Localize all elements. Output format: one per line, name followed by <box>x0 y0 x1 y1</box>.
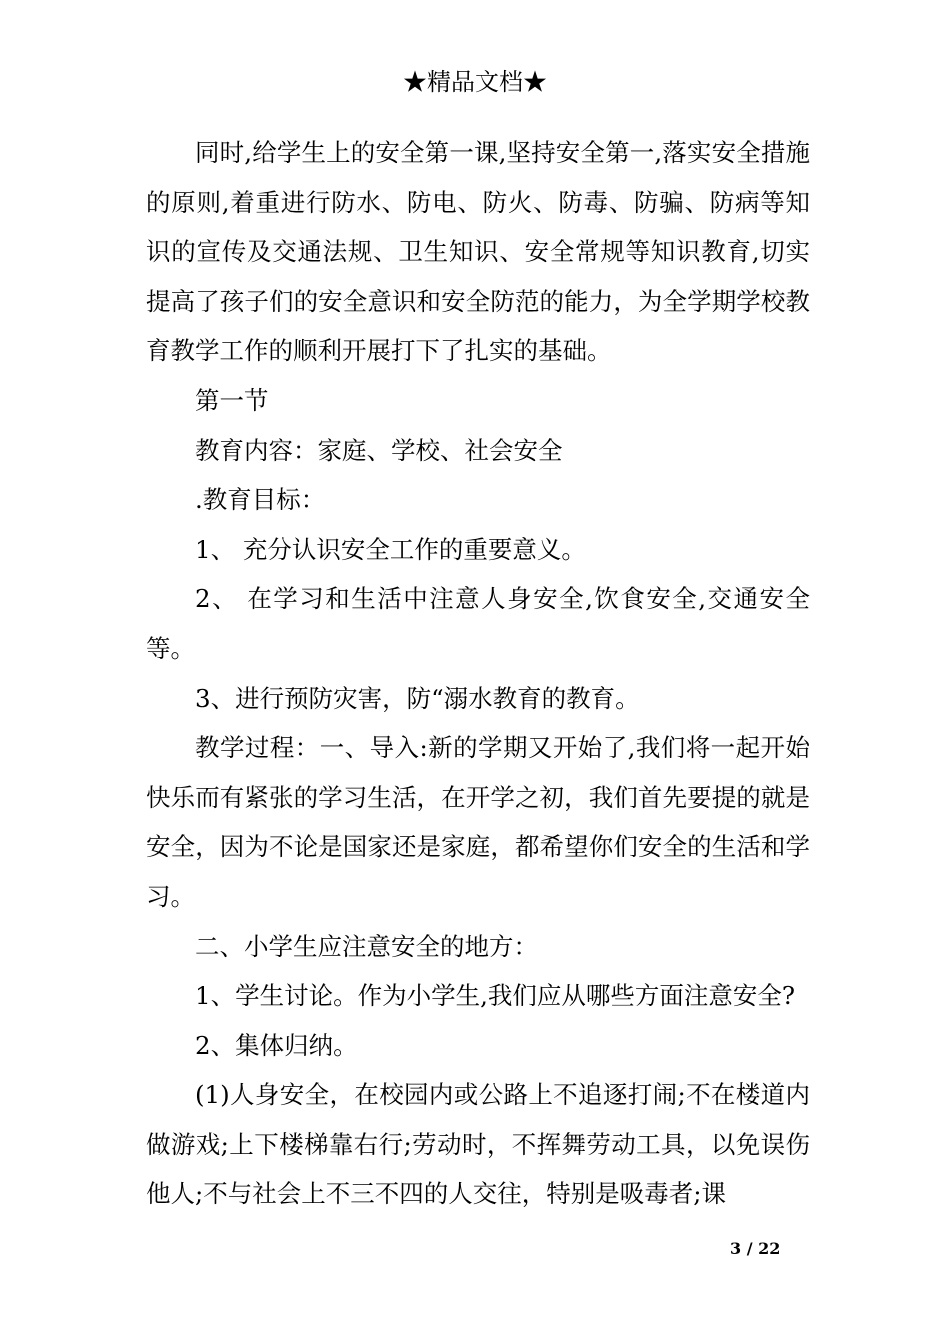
paragraph: 二、小学生应注意安全的地方： <box>195 931 538 961</box>
page-number: 3 / 22 <box>730 1239 781 1258</box>
list-item: 2、集体归纳。 <box>195 1030 358 1060</box>
list-item: 2、 在学习和生活中注意人身安全,饮食安全,交通安全等。 <box>146 584 810 663</box>
paragraph: 同时,给学生上的安全第一课,坚持安全第一,落实安全措施的原则,着重进行防水、防电、防火、防毒、防骗、防病等知识的宣传及交通法规、卫生知识、安全常规等知识教育,切实提高了孩子们的安全意识和安全防范的能力，为全学期学校教育教学工作的顺利开展打下了扎实的基础。 <box>146 138 810 366</box>
list-item: 1、学生讨论。作为小学生,我们应从哪些方面注意安全? <box>195 981 796 1011</box>
paragraph: 教育内容：家庭、学校、社会安全 <box>195 435 563 465</box>
paragraph: (1)人身安全，在校园内或公路上不追逐打闹;不在楼道内做游戏;上下楼梯靠右行;劳动时，不挥舞劳动工具，以免误伤他人;不与社会上不三不四的人交往，特别是吸毒者;课 <box>146 1080 810 1209</box>
document-body <box>146 128 810 1219</box>
page-header-title: ★精品文档★ <box>403 68 547 96</box>
section-heading: 第一节 <box>195 385 269 415</box>
paragraph: .教育目标： <box>195 485 326 515</box>
list-item: 1、 充分认识安全工作的重要意义。 <box>195 534 586 564</box>
paragraph: 教学过程：一、导入:新的学期又开始了,我们将一起开始快乐而有紧张的学习生活，在开学之初，我们首先要提的就是安全，因为不论是国家还是家庭，都希望你们安全的生活和学习。 <box>146 733 810 911</box>
list-item: 3、进行预防灾害，防“溺水教育的教育。 <box>195 683 640 713</box>
